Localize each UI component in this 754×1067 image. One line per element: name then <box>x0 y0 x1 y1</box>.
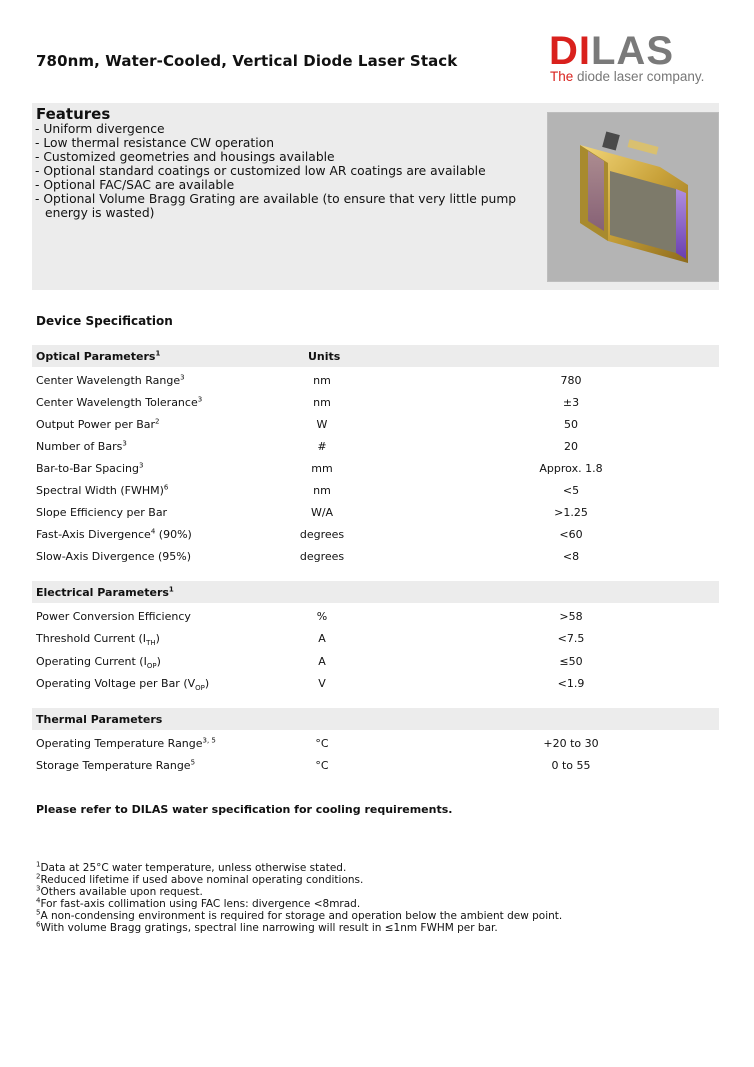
features-list <box>35 122 545 220</box>
param-unit: degrees <box>299 550 345 563</box>
features-panel <box>32 103 719 290</box>
units-header: Units <box>308 350 341 363</box>
table-row <box>32 606 719 628</box>
param-label: Spectral Width (FWHM)$^6$ <box>36 483 169 497</box>
param-label: Number of Bars$^3$ <box>36 439 127 453</box>
param-unit: degrees <box>299 528 345 541</box>
param-label: Slow-Axis Divergence (95%) <box>36 550 192 563</box>
table-row <box>32 733 719 755</box>
table-row <box>32 480 719 502</box>
optical-header <box>32 345 719 367</box>
tagline-accent: The <box>550 69 574 84</box>
thermal-header <box>32 708 719 730</box>
param-value: 780 <box>560 374 582 387</box>
laser-stack-image <box>548 113 718 281</box>
feature-item: - Optional Volume Bragg Grating are available (to ensure that very little pump energy is wasted) <box>35 192 517 220</box>
logo-wordmark <box>549 31 674 71</box>
param-value: 0 to 55 <box>551 759 591 772</box>
dilas-logo <box>549 31 729 83</box>
footnote: $^3$Others available upon request. <box>36 884 203 898</box>
table-row <box>32 651 719 673</box>
feature-item: - Customized geometries and housings available <box>35 150 335 164</box>
param-value: <1.9 <box>557 677 585 690</box>
param-label: Center Wavelength Range$^3$ <box>36 373 185 387</box>
param-unit: nm <box>313 374 331 387</box>
param-value: <5 <box>562 484 580 497</box>
cooling-note: Please refer to DILAS water specification for cooling requirements. <box>36 803 453 816</box>
feature-item: - Optional FAC/SAC are available <box>35 178 235 192</box>
param-value: 50 <box>564 418 578 431</box>
thermal-header-label: Thermal Parameters <box>36 713 163 726</box>
param-unit: W/A <box>310 506 334 519</box>
param-value: ≤50 <box>559 655 583 668</box>
param-unit: % <box>316 610 328 623</box>
footnote: $^1$Data at 25°C water temperature, unless otherwise stated. <box>36 860 347 874</box>
param-value: <60 <box>559 528 583 541</box>
logo-tagline <box>550 69 704 84</box>
feature-item: - Optional standard coatings or customized low AR coatings are available <box>35 164 486 178</box>
table-row <box>32 436 719 458</box>
table-row <box>32 392 719 414</box>
param-label: Threshold Current $(I_{TH})$ <box>36 632 160 648</box>
param-unit: °C <box>315 759 329 772</box>
param-label: Operating Voltage per Bar $(V_{OP})$ <box>36 677 210 693</box>
footnotes <box>36 862 562 934</box>
product-photo <box>547 112 719 282</box>
param-unit: nm <box>313 396 331 409</box>
param-label: Operating Current $(I_{OP})$ <box>36 655 161 671</box>
param-value: +20 to 30 <box>543 737 599 750</box>
table-row <box>32 673 719 695</box>
param-label: Output Power per Bar$^2$ <box>36 417 160 431</box>
param-value: >1.25 <box>554 506 588 519</box>
table-row <box>32 628 719 650</box>
table-row <box>32 524 719 546</box>
footnote: $^2$Reduced lifetime if used above nominal operating conditions. <box>36 872 364 886</box>
table-row <box>32 414 719 436</box>
logo-accent: DI <box>549 29 591 73</box>
param-unit: A <box>318 632 326 645</box>
feature-item: - Uniform divergence <box>35 122 165 136</box>
param-label: Power Conversion Efficiency <box>36 610 191 623</box>
table-row <box>32 546 719 568</box>
param-value: <8 <box>562 550 580 563</box>
footnote: $^4$For fast-axis collimation using FAC lens: divergence <8mrad. <box>36 896 361 910</box>
param-label: Bar-to-Bar Spacing$^3$ <box>36 461 144 475</box>
param-unit: W <box>316 418 328 431</box>
electrical-header-label: Electrical Parameters$^1$ <box>36 585 174 599</box>
param-unit: mm <box>311 462 333 475</box>
param-unit: # <box>317 440 327 453</box>
logo-rest: LAS <box>591 29 674 73</box>
param-label: Slope Efficiency per Bar <box>36 506 168 519</box>
footnote: $^5$A non-condensing environment is required for storage and operation below the ambient dew point. <box>36 908 563 922</box>
param-value: 20 <box>564 440 578 453</box>
table-row <box>32 370 719 392</box>
table-row <box>32 755 719 777</box>
param-label: Operating Temperature Range$^{3, 5}$ <box>36 736 216 750</box>
param-unit: A <box>318 655 326 668</box>
param-value: >58 <box>559 610 583 623</box>
param-unit: nm <box>313 484 331 497</box>
spec-title: Device Specification <box>36 314 173 328</box>
electrical-header <box>32 581 719 603</box>
table-row <box>32 502 719 524</box>
param-label: Center Wavelength Tolerance$^3$ <box>36 395 203 409</box>
features-title: Features <box>36 105 111 123</box>
param-label: Fast-Axis Divergence$^4$ (90%) <box>36 527 192 541</box>
param-value: ±3 <box>562 396 580 409</box>
param-value: <7.5 <box>557 632 585 645</box>
table-row <box>32 458 719 480</box>
page-title: 780nm, Water-Cooled, Vertical Diode Laser Stack <box>36 52 458 70</box>
param-unit: °C <box>315 737 329 750</box>
param-value: Approx. 1.8 <box>539 462 603 475</box>
footnote: $^6$With volume Bragg gratings, spectral line narrowing will result in ≤1nm FWHM per bar. <box>36 920 498 934</box>
param-unit: V <box>318 677 326 690</box>
param-label: Storage Temperature Range$^5$ <box>36 758 196 772</box>
feature-item: - Low thermal resistance CW operation <box>35 136 274 150</box>
optical-header-label: Optical Parameters$^1$ <box>36 349 161 363</box>
tagline-rest: diode laser company. <box>573 69 705 84</box>
